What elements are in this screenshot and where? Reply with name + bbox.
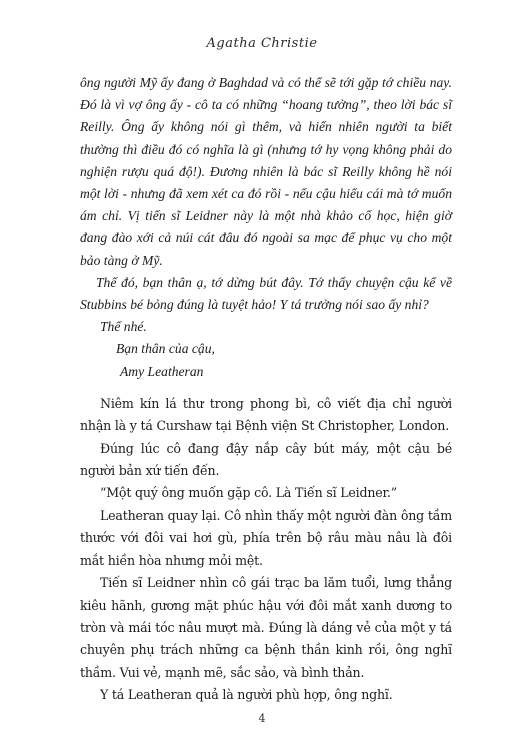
letter-signature: Amy Leatheran — [120, 363, 204, 379]
narrative-paragraph-4: Leatheran quay lại. Cô nhìn thấy một người đàn ông tầm thước với đôi vai hơi gù, phía trên bộ râu màu nâu là đôi mắt hiền hòa nhưng mỏi mệt. — [80, 507, 452, 568]
letter-valediction: Bạn thân của cậu, — [116, 341, 215, 357]
letter-paragraph-1: ông người Mỹ ấy đang ở Baghdad và có thể sẽ tới gặp tớ chiều nay. Đó là vì vợ ông ấy - cô ta có những “hoang tưởng”, theo lời bác sĩ Reilly. Ông ấy không nói gì thêm, và hiển nhiên người ta biết thường thì điều đó có nghĩa là gì (nhưng tớ hy vọng không phải do nghiện rượu quá độ!). Đương nhiên là bác sĩ Reilly không hề nói một lời - nhưng đã xem xét ca đó rồi - nếu cậu hiểu cái mà tớ muốn ám chỉ. Vị tiến sĩ Leidner này là một nhà khảo cổ học, hiện giờ đang đào xới cả núi cát đâu đó ngoài sa mạc để phục vụ cho một bảo tàng ở Mỹ. — [80, 75, 452, 268]
letter-closing: Thế nhé. — [100, 319, 147, 335]
running-header-author: Agatha Christie — [206, 36, 318, 51]
narrative-paragraph-1: Niêm kín lá thư trong phong bì, cô viết địa chỉ người nhận là y tá Curshaw tại Bệnh viện St Christopher, London. — [80, 395, 452, 434]
letter-paragraph-2: Thế đó, bạn thân ạ, tớ dừng bút đây. Tớ thấy chuyện cậu kể về Stubbins bé bỏng đúng là tuyệt hảo! Y tá trưởng nói sao ấy nhỉ? — [80, 274, 452, 313]
page-number: 4 — [258, 712, 266, 725]
narrative-paragraph-6: Y tá Leatheran quả là người phù hợp, ông nghĩ. — [100, 687, 393, 703]
narrative-paragraph-3: “Một quý ông muốn gặp cô. Là Tiến sĩ Leidner.” — [100, 485, 397, 501]
page-body — [80, 72, 452, 707]
letter-block — [80, 72, 452, 383]
narrative-paragraph-5: Tiến sĩ Leidner nhìn cô gái trạc ba lăm tuổi, lưng thẳng kiêu hãnh, gương mặt phúc hậu với đôi mắt xanh dương to tròn và mái tóc nâu mượt mà. Đúng là dáng vẻ của một y tá chuyên phụ trách những ca bệnh thần kinh rồi, ông nghĩ thầm. Vui vẻ, mạnh mẽ, sắc sảo, và bình thản. — [80, 575, 452, 680]
narrative-paragraph-2: Đúng lúc cô đang đậy nắp cây bút máy, một cậu bé người bản xứ tiến đến. — [80, 440, 452, 479]
narrative-block — [80, 393, 452, 707]
